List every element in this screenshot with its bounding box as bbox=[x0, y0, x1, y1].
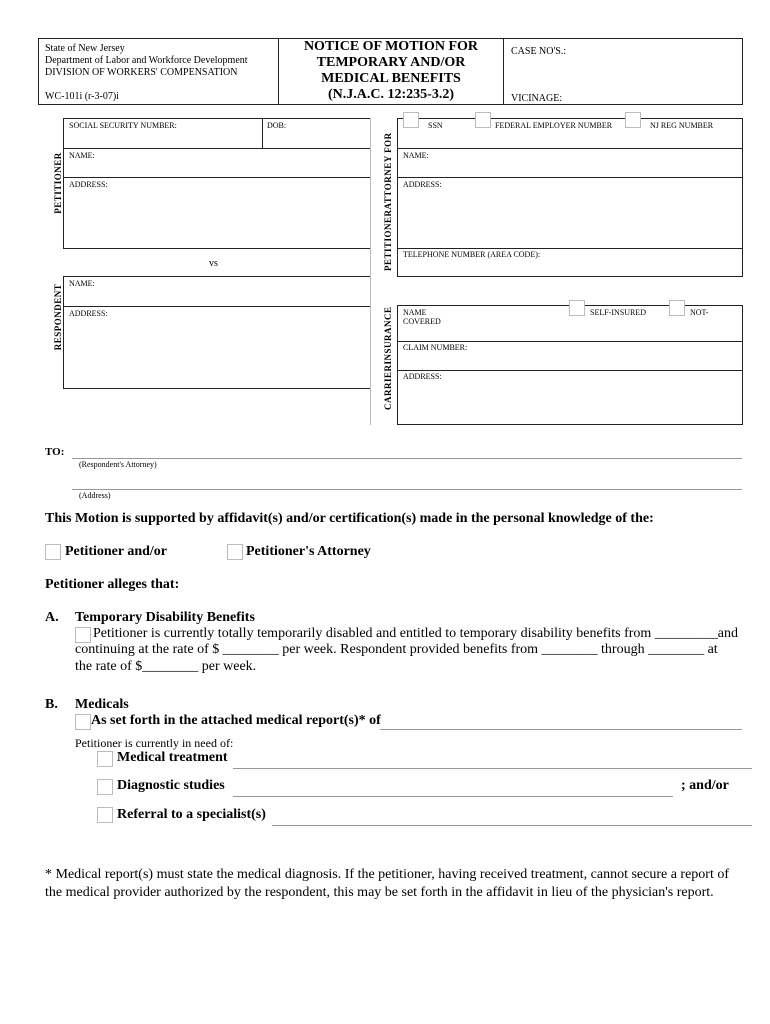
referral-input[interactable] bbox=[272, 825, 752, 826]
agency-line: State of New Jersey bbox=[45, 43, 125, 54]
medical-treatment-input[interactable] bbox=[233, 768, 752, 769]
vs-label: vs bbox=[209, 258, 218, 269]
respondent-attorney-input[interactable] bbox=[72, 458, 742, 459]
medical-treatment-checkbox[interactable] bbox=[97, 751, 113, 767]
divider bbox=[397, 370, 743, 371]
petitioner-section-label: PETITIONER bbox=[53, 152, 63, 214]
attorney-telephone-field[interactable]: TELEPHONE NUMBER (AREA CODE): bbox=[403, 250, 541, 259]
petitioner-attorney-checkbox[interactable] bbox=[227, 544, 243, 560]
form-id: WC-101i (r-3-07)i bbox=[45, 91, 119, 102]
section-b-title: Medicals bbox=[75, 697, 129, 712]
fein-option-label: FEDERAL EMPLOYER NUMBER bbox=[495, 121, 613, 130]
and-or-label: ; and/or bbox=[681, 778, 729, 793]
section-a-text: continuing at the rate of $ ________ per week. Respondent provided benefits from ________ through ________ at bbox=[75, 642, 718, 657]
medical-report-checkbox[interactable] bbox=[75, 714, 91, 730]
petitioner-address-field[interactable]: ADDRESS: bbox=[69, 180, 108, 189]
carrier-address-field[interactable]: ADDRESS: bbox=[403, 372, 442, 381]
ssn-option-label: SSN bbox=[428, 121, 443, 130]
respondent-box bbox=[63, 276, 371, 389]
medical-report-input[interactable] bbox=[380, 729, 742, 730]
address-caption: (Address) bbox=[79, 491, 111, 500]
title-line: NOTICE OF MOTION FOR bbox=[303, 39, 479, 54]
section-a-text: Petitioner is currently totally temporarily disabled and entitled to temporary disability benefits from _________and bbox=[93, 626, 739, 641]
ssn-checkbox[interactable] bbox=[403, 112, 419, 128]
self-insured-label: SELF-INSURED bbox=[590, 308, 647, 317]
attorney-name-field[interactable]: NAME: bbox=[403, 151, 429, 160]
case-nos-label[interactable]: CASE NO'S.: bbox=[511, 46, 567, 57]
carrier-name-label: NAME bbox=[403, 308, 427, 317]
divider bbox=[397, 248, 743, 249]
section-a-title: Temporary Disability Benefits bbox=[75, 610, 255, 625]
need-label: Petitioner is currently in need of: bbox=[75, 736, 234, 750]
divider bbox=[370, 118, 371, 425]
njreg-checkbox[interactable] bbox=[625, 112, 641, 128]
divider bbox=[397, 148, 743, 149]
njreg-option-label: NJ REG NUMBER bbox=[650, 121, 714, 130]
footnote bbox=[45, 866, 729, 902]
divider bbox=[262, 118, 263, 148]
referral-checkbox[interactable] bbox=[97, 807, 113, 823]
petitioner-checkbox[interactable] bbox=[45, 544, 61, 560]
attorney-section-label: PETITIONERATTORNEY FOR bbox=[383, 132, 393, 271]
medical-report-label: As set forth in the attached medical report(s)* of bbox=[91, 713, 381, 728]
section-a-text: the rate of $________ per week. bbox=[75, 659, 257, 674]
title-line: TEMPORARY AND/OR bbox=[316, 55, 466, 70]
title-line: (N.J.A.C. 12:235-3.2) bbox=[328, 87, 454, 102]
not-covered-label: NOT- bbox=[690, 308, 709, 317]
diagnostic-studies-checkbox[interactable] bbox=[97, 779, 113, 795]
divider bbox=[63, 306, 371, 307]
divider bbox=[63, 177, 371, 178]
referral-label: Referral to a specialist(s) bbox=[117, 807, 266, 822]
agency-line: DIVISION OF WORKERS' COMPENSATION bbox=[45, 67, 238, 78]
respondent-name-field[interactable]: NAME: bbox=[69, 279, 95, 288]
claim-number-field[interactable]: CLAIM NUMBER: bbox=[403, 343, 468, 352]
respondent-section-label: RESPONDENT bbox=[53, 283, 63, 351]
address-input[interactable] bbox=[72, 489, 742, 490]
diagnostic-studies-input[interactable] bbox=[233, 796, 673, 797]
petitioner-dob-field[interactable]: DOB: bbox=[267, 121, 287, 130]
petitioner-box bbox=[63, 118, 371, 249]
divider bbox=[63, 148, 371, 149]
respondent-address-field[interactable]: ADDRESS: bbox=[69, 309, 108, 318]
agency-block bbox=[45, 43, 248, 79]
carrier-box bbox=[397, 305, 743, 425]
carrier-name-field[interactable] bbox=[403, 308, 441, 326]
carrier-section-label: CARRIERINSURANCE bbox=[383, 306, 393, 410]
petitioner-ssn-field[interactable]: SOCIAL SECURITY NUMBER: bbox=[69, 121, 177, 130]
form-title bbox=[279, 39, 503, 103]
section-a-letter: A. bbox=[45, 610, 59, 625]
alleges-heading: Petitioner alleges that: bbox=[45, 577, 180, 592]
divider bbox=[397, 177, 743, 178]
attorney-address-field[interactable]: ADDRESS: bbox=[403, 180, 442, 189]
diagnostic-studies-label: Diagnostic studies bbox=[117, 778, 225, 793]
petitioner-option-label: Petitioner and/or bbox=[65, 544, 168, 559]
not-covered-checkbox[interactable] bbox=[669, 300, 685, 316]
vicinage-label[interactable]: VICINAGE: bbox=[511, 93, 563, 104]
divider bbox=[397, 341, 743, 342]
temporary-disability-checkbox[interactable] bbox=[75, 627, 91, 643]
medical-treatment-label: Medical treatment bbox=[117, 750, 228, 765]
petitioner-attorney-option-label: Petitioner's Attorney bbox=[246, 544, 371, 559]
respondent-attorney-caption: (Respondent's Attorney) bbox=[79, 460, 157, 469]
footnote-line: the medical provider authorized by the respondent, this may be set forth in the affidavit in lieu of the physician's report. bbox=[45, 885, 714, 900]
section-b-letter: B. bbox=[45, 697, 58, 712]
to-label: TO: bbox=[45, 446, 65, 458]
motion-statement: This Motion is supported by affidavit(s) and/or certification(s) made in the personal knowledge of the: bbox=[45, 511, 654, 526]
petitioner-name-field[interactable]: NAME: bbox=[69, 151, 95, 160]
fein-checkbox[interactable] bbox=[475, 112, 491, 128]
self-insured-checkbox[interactable] bbox=[569, 300, 585, 316]
footnote-line: * Medical report(s) must state the medical diagnosis. If the petitioner, having received treatment, cannot secure a report of bbox=[45, 867, 730, 882]
divider bbox=[503, 38, 504, 105]
covered-label: COVERED bbox=[403, 317, 441, 326]
title-line: MEDICAL BENEFITS bbox=[321, 71, 461, 86]
agency-line: Department of Labor and Workforce Development bbox=[45, 55, 248, 66]
